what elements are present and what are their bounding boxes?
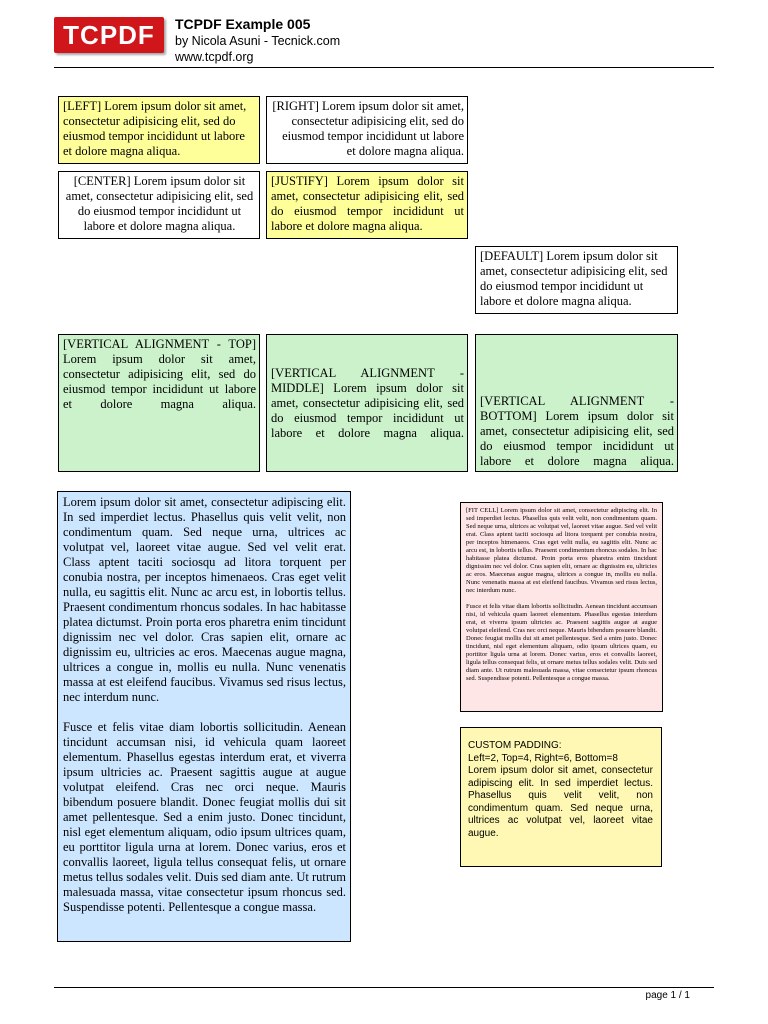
document-title: TCPDF Example 005 <box>175 16 311 32</box>
cell-valign-middle <box>266 334 468 472</box>
cell-default-aligned: [DEFAULT] Lorem ipsum dolor sit amet, consectetur adipisicing elit, sed do eiusmod tempor incididunt ut labore et dolore magna aliqua. <box>475 246 678 314</box>
cell-valign-top <box>58 334 260 472</box>
cell-left-aligned: [LEFT] Lorem ipsum dolor sit amet, consectetur adipisicing elit, sed do eiusmod tempor incididunt ut labore et dolore magna aliqua. <box>58 96 260 164</box>
custom-padding-values: Left=2, Top=4, Right=6, Bottom=8 <box>468 752 618 764</box>
tcpdf-logo: TCPDF <box>54 17 164 53</box>
cell-justify-aligned: [JUSTIFY] Lorem ipsum dolor sit amet, consectetur adipisicing elit, sed do eiusmod tempor incididunt ut labore et dolore magna aliqua. <box>266 171 468 239</box>
fit-cell-paragraph: Fusce et felis vitae diam lobortis sollicitudin. Aenean tincidunt accumsan nisi, id vehicula quam laoreet elementum. Phasellus egestas interdum erat, et viverra ipsum ultricies ac. Praesent sagittis augue at augue volutpat eleifend. Cras nec orci neque. Mauris bibendum posuere blandit. Donec feugiat mollis dui sit amet pellentesque. Sed a enim justo. Donec tincidunt, nisl eget elementum aliquam, odio ipsum ultrices quam, eu porttitor ligula urna at lorem. Donec varius, eros et convallis laoreet, ligula tellus consequat felis, ut ornare metus tellus sodales velit. Duis sed diam ante. Ut rutrum malesuada massa, vitae consectetur ipsum rhoncus sed. Suspendisse potenti. Pellentesque a congue massa. <box>466 603 657 682</box>
document-author: by Nicola Asuni - Tecnick.com <box>175 34 341 48</box>
fit-cell <box>460 502 663 712</box>
paragraph: Lorem ipsum dolor sit amet, consectetur adipiscing elit. In sed imperdiet lectus. Phasellus quis velit velit, non condimentum quam. Sed neque urna, ultrices ac volutpat vel, laoreet vitae augue. Sed vel velit erat. Class aptent taciti sociosqu ad litora torquent per conubia nostra, per inceptos himenaeos. Cras eget velit nulla, eu sagittis elit. Nunc ac arcu est, in lobortis tellus. Praesent condimentum rhoncus sodales. In hac habitasse platea dictumst. Proin porta eros pharetra enim tincidunt dignissim nec vel dolor. Cras sapien elit, ornare ac dignissim eu, ultricies ac eros. Maecenas augue magna, ultrices a congue in, mollis eu nulla. Nunc venenatis massa at est eleifend faucibus. Vivamus sed risus lectus, nec interdum nunc. <box>63 495 346 704</box>
page-number: page 1 / 1 <box>645 990 690 1001</box>
cell-valign-bottom <box>475 334 678 472</box>
header-rule <box>54 67 714 68</box>
cell-valign-middle-text: [VERTICAL ALIGNMENT - MIDDLE] Lorem ipsum dolor sit amet, consectetur adipisicing elit, sed do eiusmod tempor incididunt ut labore et dolore magna aliqua. <box>271 365 464 440</box>
custom-padding-cell <box>460 727 662 867</box>
fit-cell-paragraph: [FIT CELL] Lorem ipsum dolor sit amet, consectetur adipiscing elit. In sed imperdiet lectus. Phasellus quis velit velit, non condimentum quam. Sed neque urna, ultrices ac volutpat vel, laoreet vitae augue. Sed vel velit erat. Class aptent taciti sociosqu ad litora torquent per conubia nostra, per inceptos himenaeos. Cras eget velit nulla, eu sagittis elit. Nunc ac arcu est, in lobortis tellus. Praesent condimentum rhoncus sodales. In hac habitasse platea dictumst. Proin porta eros pharetra enim tincidunt dignissim nec vel dolor. Cras sapien elit, ornare ac dignissim eu, ultricies ac eros. Maecenas augue magna, ultrices a congue in, mollis eu nulla. Nunc venenatis massa at est eleifend faucibus. Vivamus sed risus lectus, nec interdum nunc. <box>466 507 657 594</box>
paragraph: Fusce et felis vitae diam lobortis sollicitudin. Aenean tincidunt accumsan nisi, id vehicula quam laoreet elementum. Phasellus egestas interdum erat, et viverra ipsum ultricies ac. Praesent sagittis augue at augue volutpat eleifend. Cras nec orci neque. Mauris bibendum posuere blandit. Donec feugiat mollis dui sit amet pellentesque. Sed a enim justo. Donec tincidunt, nisl eget elementum aliquam, odio ipsum ultrices quam, eu porttitor ligula urna at lorem. Donec varius, eros et convallis laoreet, ligula tellus consequat felis, ut ornare metus tellus sodales velit. Duis sed diam ante. Ut rutrum malesuada massa, vitae consectetur ipsum rhoncus sed. Suspendisse potenti. Pellentesque a congue massa. <box>63 720 346 914</box>
custom-padding-text: Lorem ipsum dolor sit amet, consectetur adipiscing elit. In sed imperdiet lectus. Phasellus quis velit velit, non condimentum quam. Sed neque urna, ultrices ac volutpat vel, laoreet vitae augue. <box>468 765 653 839</box>
footer-rule <box>54 987 714 988</box>
cell-center-aligned: [CENTER] Lorem ipsum dolor sit amet, consectetur adipisicing elit, sed do eiusmod tempor incididunt ut labore et dolore magna aliqua. <box>58 171 260 239</box>
cell-right-aligned: [RIGHT] Lorem ipsum dolor sit amet, consectetur adipisicing elit, sed do eiusmod tempor incididunt ut labore et dolore magna aliqua. <box>266 96 468 164</box>
multiline-text-cell <box>57 491 351 942</box>
cell-valign-top-text: [VERTICAL ALIGNMENT - TOP] Lorem ipsum dolor sit amet, consectetur adipisicing elit, sed do eiusmod tempor incididunt ut labore et dolore magna aliqua. <box>63 337 256 411</box>
custom-padding-heading: CUSTOM PADDING: <box>468 740 562 751</box>
cell-valign-bottom-text: [VERTICAL ALIGNMENT - BOTTOM] Lorem ipsum dolor sit amet, consectetur adipisicing elit, sed do eiusmod tempor incididunt ut labore et dolore magna aliqua. <box>480 394 674 468</box>
document-url: www.tcpdf.org <box>175 50 254 64</box>
